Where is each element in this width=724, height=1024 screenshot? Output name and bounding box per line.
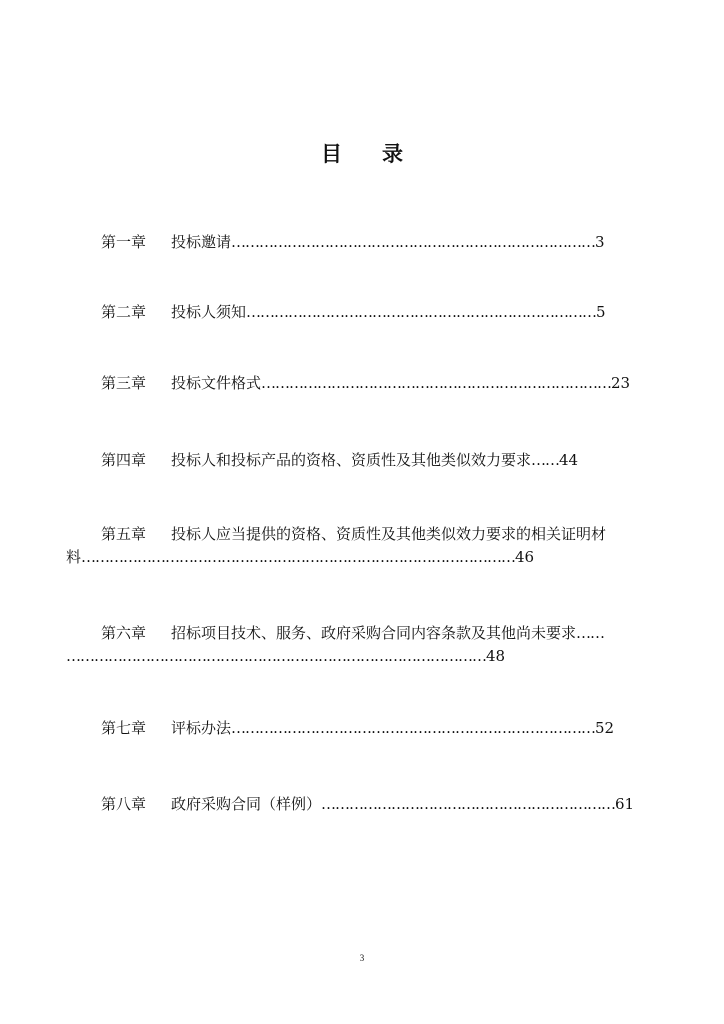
toc-page-number: 3 <box>595 233 605 251</box>
toc-title-right: 录 <box>382 142 403 166</box>
toc-entry-3[interactable] <box>101 371 630 395</box>
toc-chapter-label: 第八章 <box>101 795 147 813</box>
toc-chapter-title: 投标邀请 <box>171 233 232 251</box>
toc-page-number: 44 <box>559 451 579 469</box>
toc-page-number: 48 <box>486 647 506 665</box>
toc-entry-1[interactable] <box>101 230 605 254</box>
toc-entry-6[interactable] <box>101 621 604 645</box>
toc-entry-5-continued[interactable] <box>66 545 534 569</box>
toc-chapter-label: 第四章 <box>101 451 147 469</box>
toc-chapter-label: 第一章 <box>101 233 147 251</box>
toc-page-number: 5 <box>596 303 606 321</box>
toc-chapter-label: 第五章 <box>101 525 147 543</box>
toc-chapter-label: 第七章 <box>101 719 147 737</box>
toc-leader: ……………………………………………………………………………… <box>66 647 486 665</box>
toc-leader: …………………………………………………………………… <box>231 233 596 251</box>
toc-leader: …… <box>531 451 560 469</box>
toc-chapter-title: 投标人须知 <box>171 303 247 321</box>
toc-chapter-title: 政府采购合同（样例） <box>171 795 322 813</box>
toc-title-left: 目 <box>321 142 342 166</box>
toc-chapter-title: 评标办法 <box>171 719 232 737</box>
toc-leader: ………………………………………………………………………………… <box>81 548 516 566</box>
toc-title <box>0 138 724 168</box>
toc-page-number: 23 <box>611 374 631 392</box>
toc-leader: ……………………………………………………… <box>321 795 616 813</box>
toc-page-number: 61 <box>615 795 635 813</box>
toc-chapter-title: 投标人应当提供的资格、资质性及其他类似效力要求的相关证明材 <box>171 525 607 543</box>
toc-entry-6-continued[interactable] <box>66 644 505 668</box>
toc-page-number: 46 <box>515 548 535 566</box>
toc-entry-2[interactable] <box>101 300 606 324</box>
toc-entry-8[interactable] <box>101 792 634 816</box>
toc-chapter-label: 第六章 <box>101 624 147 642</box>
toc-entry-4[interactable] <box>101 448 578 472</box>
toc-chapter-title: 投标人和投标产品的资格、资质性及其他类似效力要求 <box>171 451 532 469</box>
toc-chapter-title: 招标项目技术、服务、政府采购合同内容条款及其他尚未要求 <box>171 624 577 642</box>
toc-leader: ………………………………………………………………… <box>246 303 597 321</box>
toc-chapter-label: 第二章 <box>101 303 147 321</box>
footer-page-number: 3 <box>359 953 365 963</box>
toc-leader-first-line: …… <box>576 624 605 642</box>
toc-page-number: 52 <box>595 719 615 737</box>
toc-leader: …………………………………………………………………… <box>231 719 596 737</box>
toc-chapter-title: 投标文件格式 <box>171 374 262 392</box>
toc-entry-7[interactable] <box>101 716 614 740</box>
toc-chapter-label: 第三章 <box>101 374 147 392</box>
toc-leader: ………………………………………………………………… <box>261 374 612 392</box>
toc-entry-5[interactable] <box>101 522 606 546</box>
toc-chapter-title-continued: 料 <box>66 548 82 566</box>
